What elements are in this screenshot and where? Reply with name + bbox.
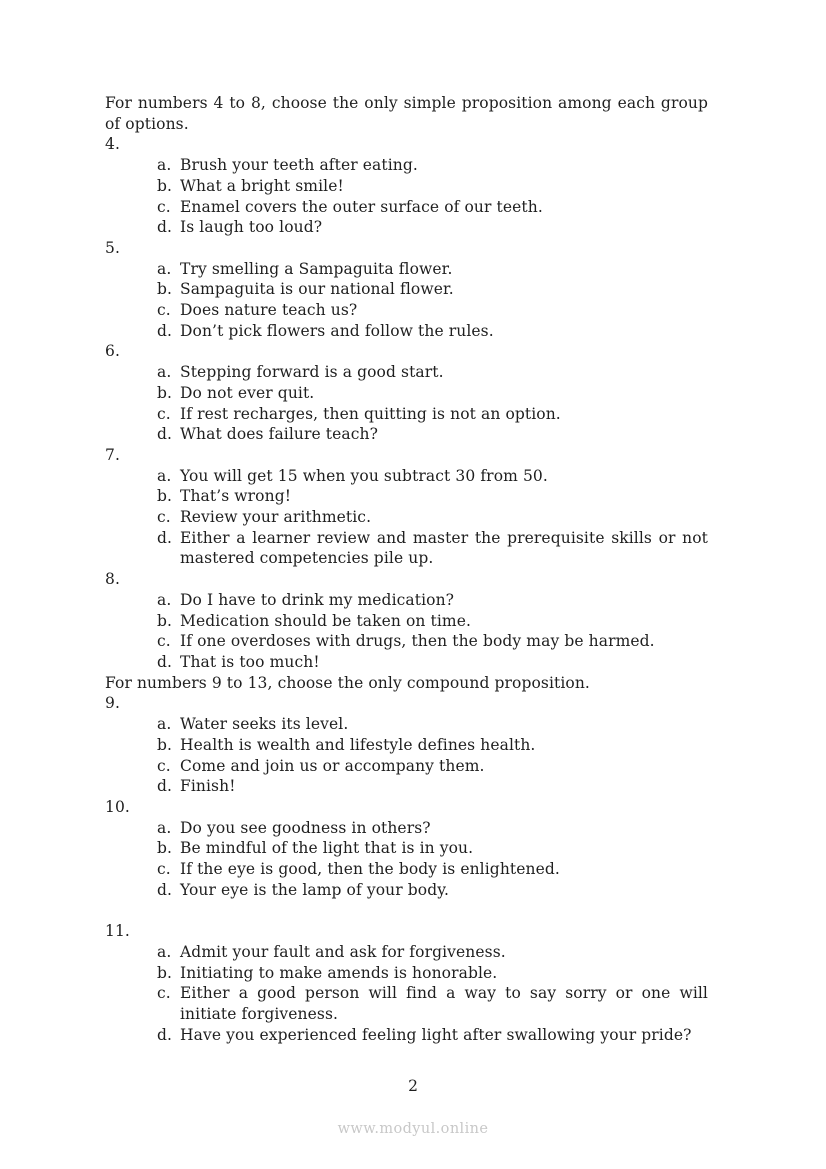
question-number: 10. [105, 797, 130, 816]
option-label: c. [157, 632, 171, 651]
option-text: Be mindful of the light that is in you. [180, 839, 474, 858]
question-number: 6. [105, 342, 120, 361]
option-item [105, 300, 708, 321]
option-item [105, 735, 708, 756]
option-label: b. [157, 383, 173, 402]
option-label: d. [157, 880, 173, 899]
option-label: b. [157, 963, 173, 982]
option-item [105, 590, 708, 611]
option-text: Do I have to drink my medication? [180, 590, 455, 609]
option-item [105, 528, 708, 569]
option-text: Do you see goodness in others? [180, 818, 431, 837]
option-item [105, 983, 708, 1024]
question-10 [105, 797, 708, 901]
option-label: a. [157, 942, 172, 961]
option-item [105, 838, 708, 859]
option-text: Stepping forward is a good start. [180, 363, 444, 382]
option-text: Initiating to make amends is honorable. [180, 963, 498, 982]
question-number: 7. [105, 445, 120, 464]
question-7 [105, 445, 708, 569]
option-text: Brush your teeth after eating. [180, 156, 418, 175]
option-text: Review your arithmetic. [180, 508, 372, 527]
option-label: a. [157, 715, 172, 734]
section-2 [105, 673, 708, 1046]
option-label: b. [157, 839, 173, 858]
question-number: 4. [105, 135, 120, 154]
option-label: d. [157, 425, 173, 444]
option-item [105, 756, 708, 777]
option-item [105, 217, 708, 238]
question-8 [105, 569, 708, 673]
option-label: a. [157, 156, 172, 175]
option-label: d. [157, 777, 173, 796]
option-item [105, 714, 708, 735]
option-label: b. [157, 735, 173, 754]
option-label: d. [157, 218, 173, 237]
option-item [105, 321, 708, 342]
option-item [105, 776, 708, 797]
option-label: c. [157, 301, 171, 320]
option-text: Have you experienced feeling light after swallowing your pride? [180, 1025, 692, 1044]
section-intro: For numbers 4 to 8, choose the only simple proposition among each group of options. [105, 94, 708, 133]
option-label: c. [157, 984, 171, 1003]
option-label: b. [157, 611, 173, 630]
option-item [105, 279, 708, 300]
question-9 [105, 693, 708, 797]
option-item [105, 486, 708, 507]
document-body [105, 93, 708, 1045]
option-item [105, 259, 708, 280]
option-text: Does nature teach us? [180, 301, 358, 320]
option-label: d. [157, 528, 173, 547]
option-text: If one overdoses with drugs, then the body may be harmed. [180, 632, 655, 651]
option-text: Either a learner review and master the prerequisite skills or not mastered competencies pile up. [180, 528, 708, 568]
question-4 [105, 134, 708, 238]
option-label: a. [157, 818, 172, 837]
question-number: 11. [105, 922, 130, 941]
question-number: 8. [105, 570, 120, 589]
option-label: c. [157, 197, 171, 216]
option-item [105, 611, 708, 632]
option-label: a. [157, 259, 172, 278]
option-text: Enamel covers the outer surface of our teeth. [180, 197, 543, 216]
option-item [105, 507, 708, 528]
option-label: a. [157, 466, 172, 485]
option-label: b. [157, 280, 173, 299]
option-label: d. [157, 1025, 173, 1044]
option-label: b. [157, 176, 173, 195]
option-text: Finish! [180, 777, 236, 796]
option-item [105, 197, 708, 218]
option-text: Water seeks its level. [180, 715, 349, 734]
option-text: If rest recharges, then quitting is not an option. [180, 404, 561, 423]
question-number: 5. [105, 238, 120, 257]
option-text: That is too much! [180, 652, 320, 671]
option-text: Come and join us or accompany them. [180, 756, 485, 775]
option-item [105, 466, 708, 487]
option-text: Medication should be taken on time. [180, 611, 472, 630]
option-item [105, 963, 708, 984]
option-text: Sampaguita is our national flower. [180, 280, 454, 299]
question-6 [105, 341, 708, 445]
option-item [105, 631, 708, 652]
page-number: 2 [408, 1077, 418, 1095]
option-item [105, 942, 708, 963]
option-item [105, 383, 708, 404]
option-label: a. [157, 363, 172, 382]
option-item [105, 424, 708, 445]
option-label: c. [157, 860, 171, 879]
option-text: You will get 15 when you subtract 30 from 50. [180, 466, 548, 485]
option-label: c. [157, 508, 171, 527]
option-item [105, 880, 708, 901]
option-item [105, 362, 708, 383]
option-text: If the eye is good, then the body is enlightened. [180, 860, 560, 879]
option-item [105, 176, 708, 197]
option-item [105, 818, 708, 839]
question-number: 9. [105, 694, 120, 713]
option-label: d. [157, 321, 173, 340]
option-label: d. [157, 652, 173, 671]
question-5 [105, 238, 708, 342]
option-text: Try smelling a Sampaguita flower. [180, 259, 453, 278]
option-text: What a bright smile! [180, 176, 344, 195]
option-text: Admit your fault and ask for forgiveness. [180, 942, 506, 961]
option-text: Health is wealth and lifestyle defines health. [180, 735, 536, 754]
option-item [105, 1025, 708, 1046]
section-intro: For numbers 9 to 13, choose the only compound proposition. [105, 673, 590, 692]
option-item [105, 155, 708, 176]
option-text: What does failure teach? [180, 425, 379, 444]
option-text: Your eye is the lamp of your body. [180, 880, 450, 899]
option-label: b. [157, 487, 173, 506]
option-label: a. [157, 590, 172, 609]
option-text: Either a good person will find a way to say sorry or one will initiate forgiveness. [180, 984, 708, 1023]
option-label: c. [157, 756, 171, 775]
option-item [105, 652, 708, 673]
option-text: Don’t pick flowers and follow the rules. [180, 321, 494, 340]
section-1 [105, 93, 708, 673]
option-label: c. [157, 404, 171, 423]
watermark: www.modyul.online [337, 1121, 489, 1137]
option-text: Is laugh too loud? [180, 218, 323, 237]
option-item [105, 859, 708, 880]
option-text: Do not ever quit. [180, 383, 315, 402]
question-11 [105, 921, 708, 1045]
option-item [105, 404, 708, 425]
option-text: That’s wrong! [180, 487, 292, 506]
